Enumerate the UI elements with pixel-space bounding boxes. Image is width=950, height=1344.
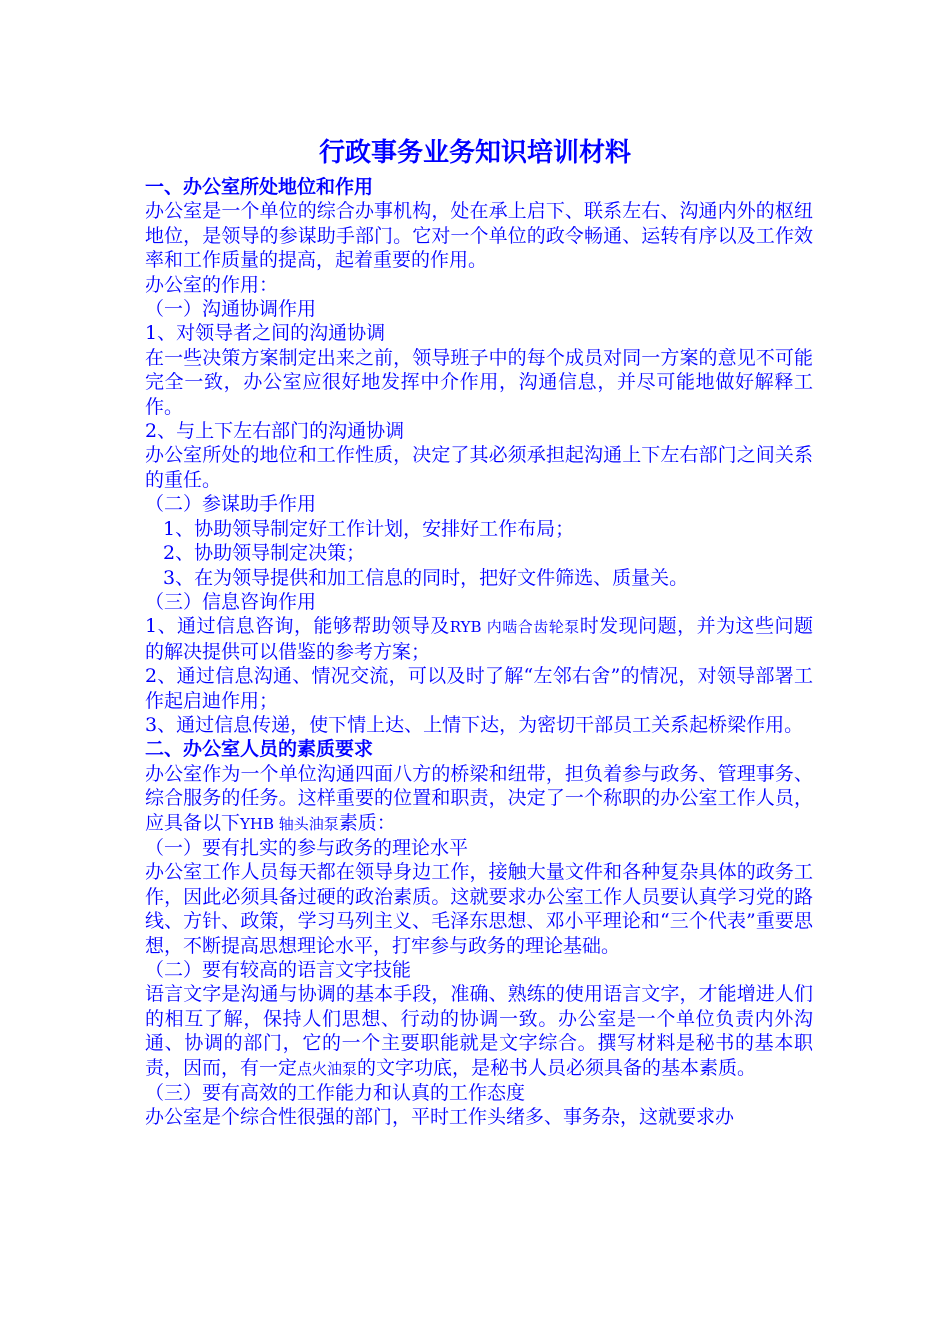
subsection-heading: （二）参谋助手作用: [145, 493, 317, 516]
paragraph: 办公室是一个单位的综合办事机构，处在承上启下、联系左右、沟通内外的枢纽地位，是领导的参谋助手部门。它对一个单位的政令畅通、运转有序以及工作效率和工作质量的提高，起着重要的作用。: [145, 200, 813, 272]
text-run: 素质：: [338, 811, 396, 834]
list-item: 3、通过信息传递，使下情上达、上情下达，为密切干部员工关系起桥梁作用。: [145, 713, 804, 736]
document-title: 行政事务业务知识培训材料: [318, 138, 631, 168]
subsection-heading: （二）要有较高的语言文字技能: [145, 959, 412, 981]
paragraph: [145, 982, 813, 1081]
document-body: [145, 175, 813, 1130]
paragraph: 办公室是个综合性很强的部门，平时工作头绪多、事务杂，这就要求办: [145, 1106, 735, 1129]
paragraph: [145, 762, 813, 836]
text-run: 语言文字是沟通与协调的基本手段，准确、熟练的使用语言文字，才能增进人们的相互了解，保持人们思想、行动的协调一致。办公室是一个单位负责内外沟通、协调的部门，它的一个主要职能就是文字综合。撰写材料是秘书的基本职责，因而，有一定: [145, 983, 813, 1079]
item-title: 1、对领导者之间的沟通协调: [145, 322, 386, 345]
subsection-heading: （三）要有高效的工作能力和认真的工作态度: [145, 1082, 526, 1105]
text-run: 1、通过信息咨询，能够帮助领导及: [145, 615, 450, 638]
list-item: 1、协助领导制定好工作计划，安排好工作布局；: [163, 517, 575, 540]
inline-keyword: RYB 内啮合齿轮泵: [449, 618, 580, 637]
list-item: 2、协助领导制定决策；: [163, 542, 366, 565]
paragraph: 办公室工作人员每天都在领导身边工作，接触大量文件和各种复杂具体的政务工作，因此必须具备过硬的政治素质。这就要求办公室工作人员要认真学习党的路线、方针、政策，学习马列主义、毛泽东思想、邓小平理论和“三个代表”重要思想，不断提高思想理论水平，打牢参与政务的理论基础。: [145, 861, 813, 957]
list-item: 2、通过信息沟通、情况交流，可以及时了解“左邻右舍”的情况，对领导部署工作起启迪作用；: [145, 665, 813, 712]
text-run: 办公室作为一个单位沟通四面八方的桥梁和纽带，担负着参与政务、管理事务、综合服务的任务。这样重要的位置和职责，决定了一个称职的办公室工作人员，应具备以下: [145, 762, 813, 834]
list-item: [145, 614, 813, 664]
inline-keyword: YHB 轴头油泵: [240, 814, 339, 833]
paragraph: 办公室的作用：: [145, 273, 279, 296]
text-run: 时发现问题，并为这些问题的解决提供可以借鉴的参考方案；: [145, 615, 813, 663]
text-run: 的文字功底，是秘书人员必须具备的基本素质。: [357, 1056, 757, 1079]
section-heading: 二、办公室人员的素质要求: [145, 738, 374, 761]
subsection-heading: （一）沟通协调作用: [145, 298, 317, 321]
item-title: 2、与上下左右部门的沟通协调: [145, 420, 405, 443]
paragraph: 在一些决策方案制定出来之前，领导班子中的每个成员对同一方案的意见不可能完全一致，办公室应很好地发挥中介作用，沟通信息，并尽可能地做好解释工作。: [145, 346, 813, 418]
list-item: 3、在为领导提供和加工信息的同时，把好文件筛选、质量关。: [163, 566, 689, 589]
inline-keyword: 点火油泵: [297, 1059, 358, 1078]
subsection-heading: （一）要有扎实的参与政务的理论水平: [145, 836, 469, 859]
section-heading: 一、办公室所处地位和作用: [145, 176, 374, 198]
paragraph: 办公室所处的地位和工作性质，决定了其必须承担起沟通上下左右部门之间关系的重任。: [145, 444, 813, 491]
subsection-heading: （三）信息咨询作用: [145, 590, 317, 613]
